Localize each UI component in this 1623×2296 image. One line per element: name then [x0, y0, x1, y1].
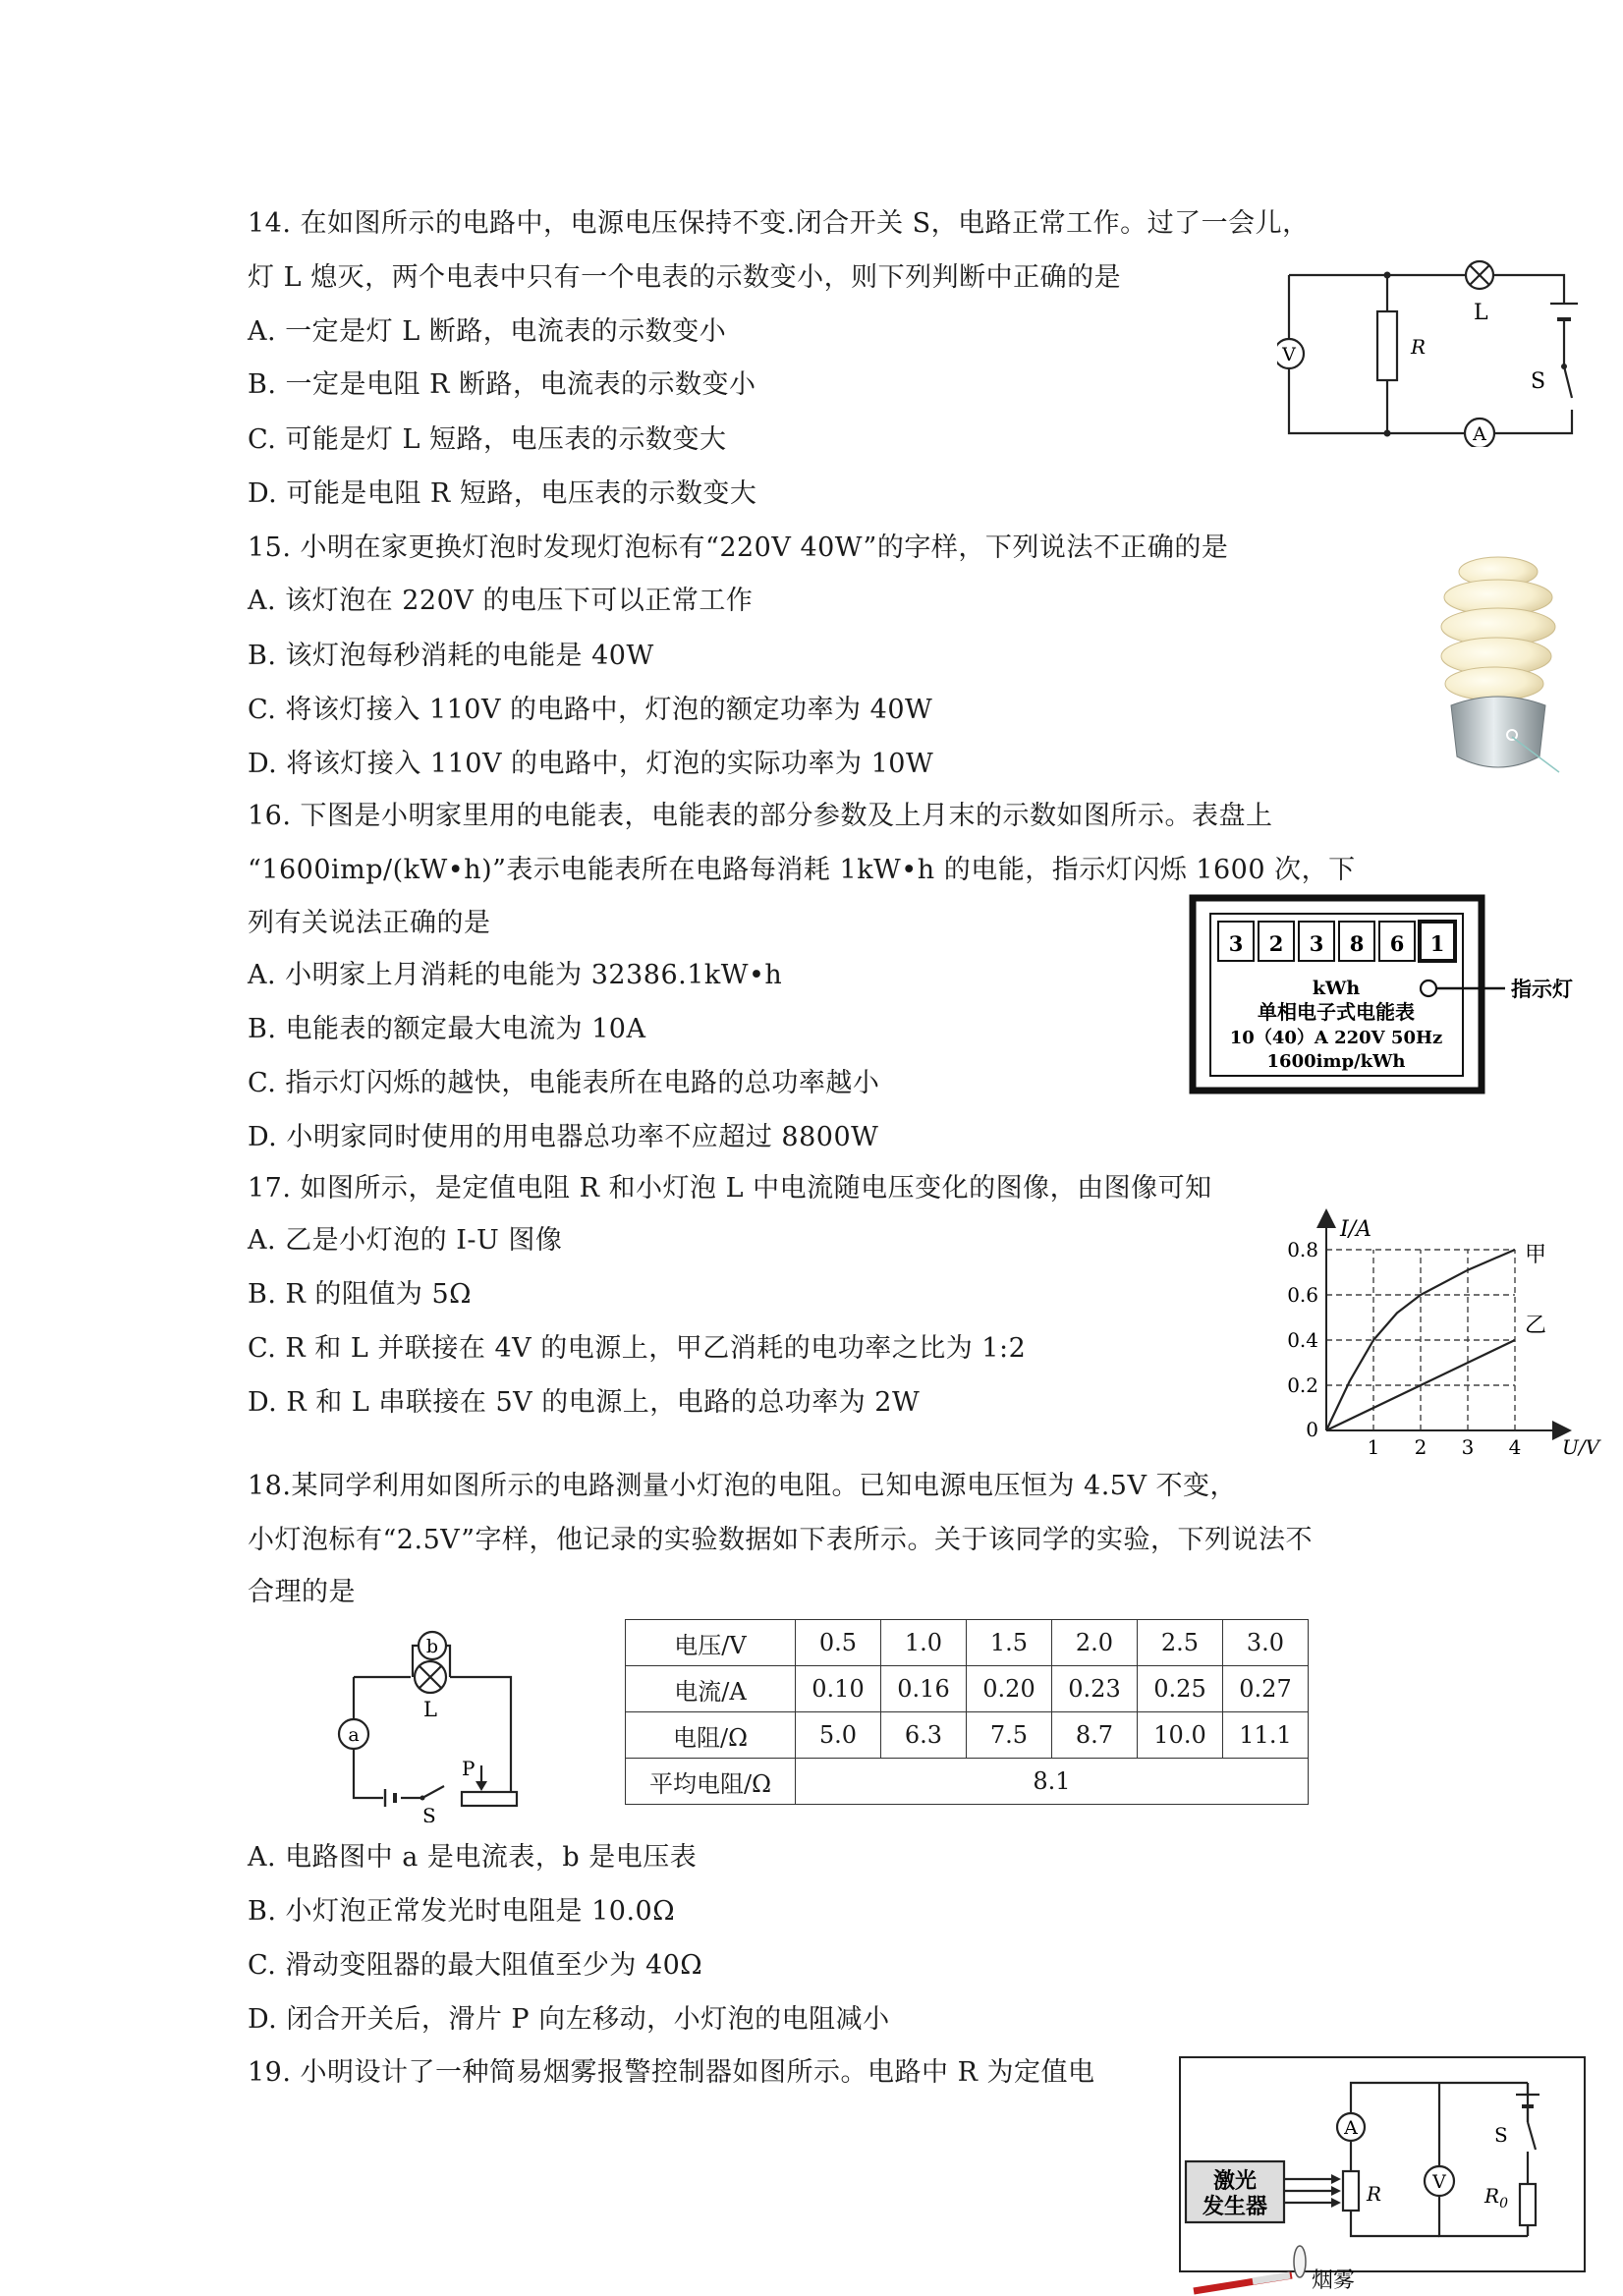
q15-option-d: D. 将该灯接入 110V 的电路中，灯泡的实际功率为 10W [248, 749, 934, 779]
q19-stem: 19. 小明设计了一种简易烟雾报警控制器如图所示。电路中 R 为定值电 [248, 2057, 1095, 2088]
table-cell: 7.5 [967, 1712, 1052, 1759]
y-tick-label: 0.6 [1287, 1283, 1318, 1307]
smoke-label: 烟雾 [1312, 2268, 1356, 2293]
x-tick-label: 2 [1414, 1435, 1427, 1459]
meter-digit: 3 [1228, 931, 1244, 956]
experiment-data-table [625, 1619, 1309, 1805]
q18-stem-line3: 合理的是 [248, 1577, 356, 1607]
table-cell: 2.5 [1138, 1620, 1223, 1666]
indicator-light-label: 指示灯 [1511, 977, 1573, 1001]
q18-option-c: C. 滑动变阻器的最大阻值至少为 40Ω [248, 1950, 703, 1981]
series-label: 甲 [1525, 1243, 1547, 1267]
table-cell: 10.0 [1138, 1712, 1223, 1759]
q16-stem-line1: 16. 下图是小明家里用的电能表，电能表的部分参数及上月末的示数如图所示。表盘上 [248, 801, 1273, 831]
q15-option-c: C. 将该灯接入 110V 的电路中，灯泡的额定功率为 40W [248, 695, 933, 725]
lamp-label: L [423, 1698, 437, 1721]
switch-label: S [1494, 2123, 1508, 2147]
cigarette-icon [1194, 2246, 1306, 2291]
origin-label: 0 [1306, 1418, 1318, 1441]
laser-label-line2: 发生器 [1202, 2194, 1268, 2219]
table-cell: 8.7 [1052, 1712, 1138, 1759]
row-label: 电流/A [626, 1666, 796, 1712]
q16-stem-line2: “1600imp/(kW•h)”表示电能表所在电路每消耗 1kW•h 的电能，指示灯闪烁 1600 次，下 [248, 855, 1356, 885]
q17-option-b: B. R 的阻值为 5Ω [248, 1279, 473, 1310]
meter-unit: kWh [1312, 978, 1361, 999]
meter-digit: 8 [1349, 931, 1365, 956]
q14-option-c: C. 可能是灯 L 短路，电压表的示数变大 [248, 424, 727, 455]
meter-imp: 1600imp/kWh [1266, 1051, 1406, 1072]
q18-option-b: B. 小灯泡正常发光时电阻是 10.0Ω [248, 1896, 676, 1927]
q18-option-d: D. 闭合开关后，滑片 P 向左移动，小灯泡的电阻减小 [248, 2004, 890, 2035]
q16-option-b: B. 电能表的额定最大电流为 10A [248, 1014, 646, 1044]
table-cell: 0.5 [796, 1620, 881, 1666]
resistor-r0-label: $R_0$ [1484, 2184, 1508, 2212]
resistor-label: R [1411, 335, 1427, 359]
meter-digit: 3 [1309, 931, 1324, 956]
table-cell: 2.0 [1052, 1620, 1138, 1666]
y-tick-label: 0.4 [1287, 1328, 1318, 1352]
switch-label: S [1531, 369, 1546, 394]
q18-stem-line2: 小灯泡标有“2.5V”字样，他记录的实验数据如下表所示。关于该同学的实验，下列说法不 [248, 1525, 1314, 1555]
voltmeter-label: V [1282, 344, 1296, 365]
laser-label-line1: 激光 [1212, 2168, 1258, 2194]
q17-option-d: D. R 和 L 串联接在 5V 的电源上，电路的总功率为 2W [248, 1387, 921, 1418]
q15-stem: 15. 小明在家更换灯泡时发现灯泡标有“220V 40W”的字样，下列说法不正确的是 [248, 532, 1229, 563]
row-label: 电阻/Ω [626, 1712, 796, 1759]
q17-option-c: C. R 和 L 并联接在 4V 的电源上，甲乙消耗的电功率之比为 1:2 [248, 1333, 1027, 1364]
meter-digit: 1 [1429, 931, 1445, 956]
q16-stem-line3: 列有关说法正确的是 [248, 908, 491, 938]
meter-digit: 2 [1268, 931, 1284, 956]
ammeter-label: A [1473, 423, 1486, 445]
table-cell: 0.27 [1223, 1666, 1309, 1712]
table-cell: 0.25 [1138, 1666, 1223, 1712]
x-tick-label: 3 [1461, 1435, 1475, 1459]
q14-option-b: B. 一定是电阻 R 断路，电流表的示数变小 [248, 369, 756, 400]
table-cell: 0.16 [881, 1666, 967, 1712]
q14-stem-line2: 灯 L 熄灭，两个电表中只有一个电表的示数变小，则下列判断中正确的是 [248, 262, 1122, 293]
table-row [626, 1759, 1309, 1805]
switch-label: S [422, 1804, 436, 1822]
q14-stem-line1: 14. 在如图所示的电路中，电源电压保持不变.闭合开关 S，电路正常工作。过了一会儿， [248, 208, 1310, 239]
table-cell: 1.0 [881, 1620, 967, 1666]
x-axis-label: U/V [1562, 1435, 1600, 1459]
q15-option-a: A. 该灯泡在 220V 的电压下可以正常工作 [248, 586, 754, 616]
meter-a-label: a [348, 1724, 360, 1746]
y-tick-label: 0.8 [1287, 1238, 1318, 1261]
meter-name: 单相电子式电能表 [1258, 1000, 1415, 1024]
q17-stem: 17. 如图所示，是定值电阻 R 和小灯泡 L 中电流随电压变化的图像，由图像可知 [248, 1173, 1212, 1204]
energy-saving-bulb-image [1429, 550, 1567, 786]
electric-meter-panel [1189, 894, 1582, 1095]
row-label: 平均电阻/Ω [626, 1759, 796, 1805]
table-cell: 0.23 [1052, 1666, 1138, 1712]
table-cell: 6.3 [881, 1712, 967, 1759]
q16-option-d: D. 小明家同时使用的用电器总功率不应超过 8800W [248, 1122, 879, 1152]
table-cell: 5.0 [796, 1712, 881, 1759]
average-resistance-value: 8.1 [796, 1759, 1309, 1805]
table-row [626, 1666, 1309, 1712]
table-cell: 0.10 [796, 1666, 881, 1712]
iu-graph [1277, 1208, 1601, 1464]
y-axis-label: I/A [1340, 1217, 1371, 1242]
lamp-label: L [1474, 301, 1488, 325]
table-row [626, 1712, 1309, 1759]
q16-option-a: A. 小明家上月消耗的电能为 32386.1kW•h [248, 960, 783, 990]
meter-spec: 10（40）A 220V 50Hz [1229, 1028, 1443, 1048]
slider-label: P [462, 1757, 476, 1780]
q17-option-a: A. 乙是小灯泡的 I-U 图像 [248, 1225, 563, 1256]
q14-option-a: A. 一定是灯 L 断路，电流表的示数变小 [248, 316, 727, 347]
table-cell: 0.20 [967, 1666, 1052, 1712]
q18-circuit-diagram [324, 1626, 540, 1822]
meter-digit: 6 [1389, 931, 1405, 956]
q18-stem-line1: 18.某同学利用如图所示的电路测量小灯泡的电阻。已知电源电压恒为 4.5V 不变， [248, 1471, 1238, 1501]
meter-b-label: b [425, 1636, 439, 1657]
x-tick-label: 1 [1367, 1435, 1380, 1459]
table-row [626, 1620, 1309, 1666]
table-cell: 11.1 [1223, 1712, 1309, 1759]
table-cell: 1.5 [967, 1620, 1052, 1666]
x-tick-label: 4 [1508, 1435, 1522, 1459]
q16-option-c: C. 指示灯闪烁的越快，电能表所在电路的总功率越小 [248, 1068, 880, 1098]
y-tick-label: 0.2 [1287, 1373, 1318, 1397]
row-label: 电压/V [626, 1620, 796, 1666]
table-cell: 3.0 [1223, 1620, 1309, 1666]
q18-option-a: A. 电路图中 a 是电流表，b 是电压表 [248, 1842, 698, 1873]
series-label: 乙 [1525, 1314, 1547, 1338]
smoke-alarm-circuit-diagram [1174, 2053, 1596, 2296]
resistor-r-label: R [1367, 2182, 1382, 2206]
voltmeter-label: V [1432, 2171, 1446, 2193]
q14-circuit-diagram [1277, 251, 1592, 447]
q14-option-d: D. 可能是电阻 R 短路，电压表的示数变大 [248, 478, 757, 509]
ammeter-label: A [1344, 2117, 1358, 2139]
q15-option-b: B. 该灯泡每秒消耗的电能是 40W [248, 641, 654, 671]
